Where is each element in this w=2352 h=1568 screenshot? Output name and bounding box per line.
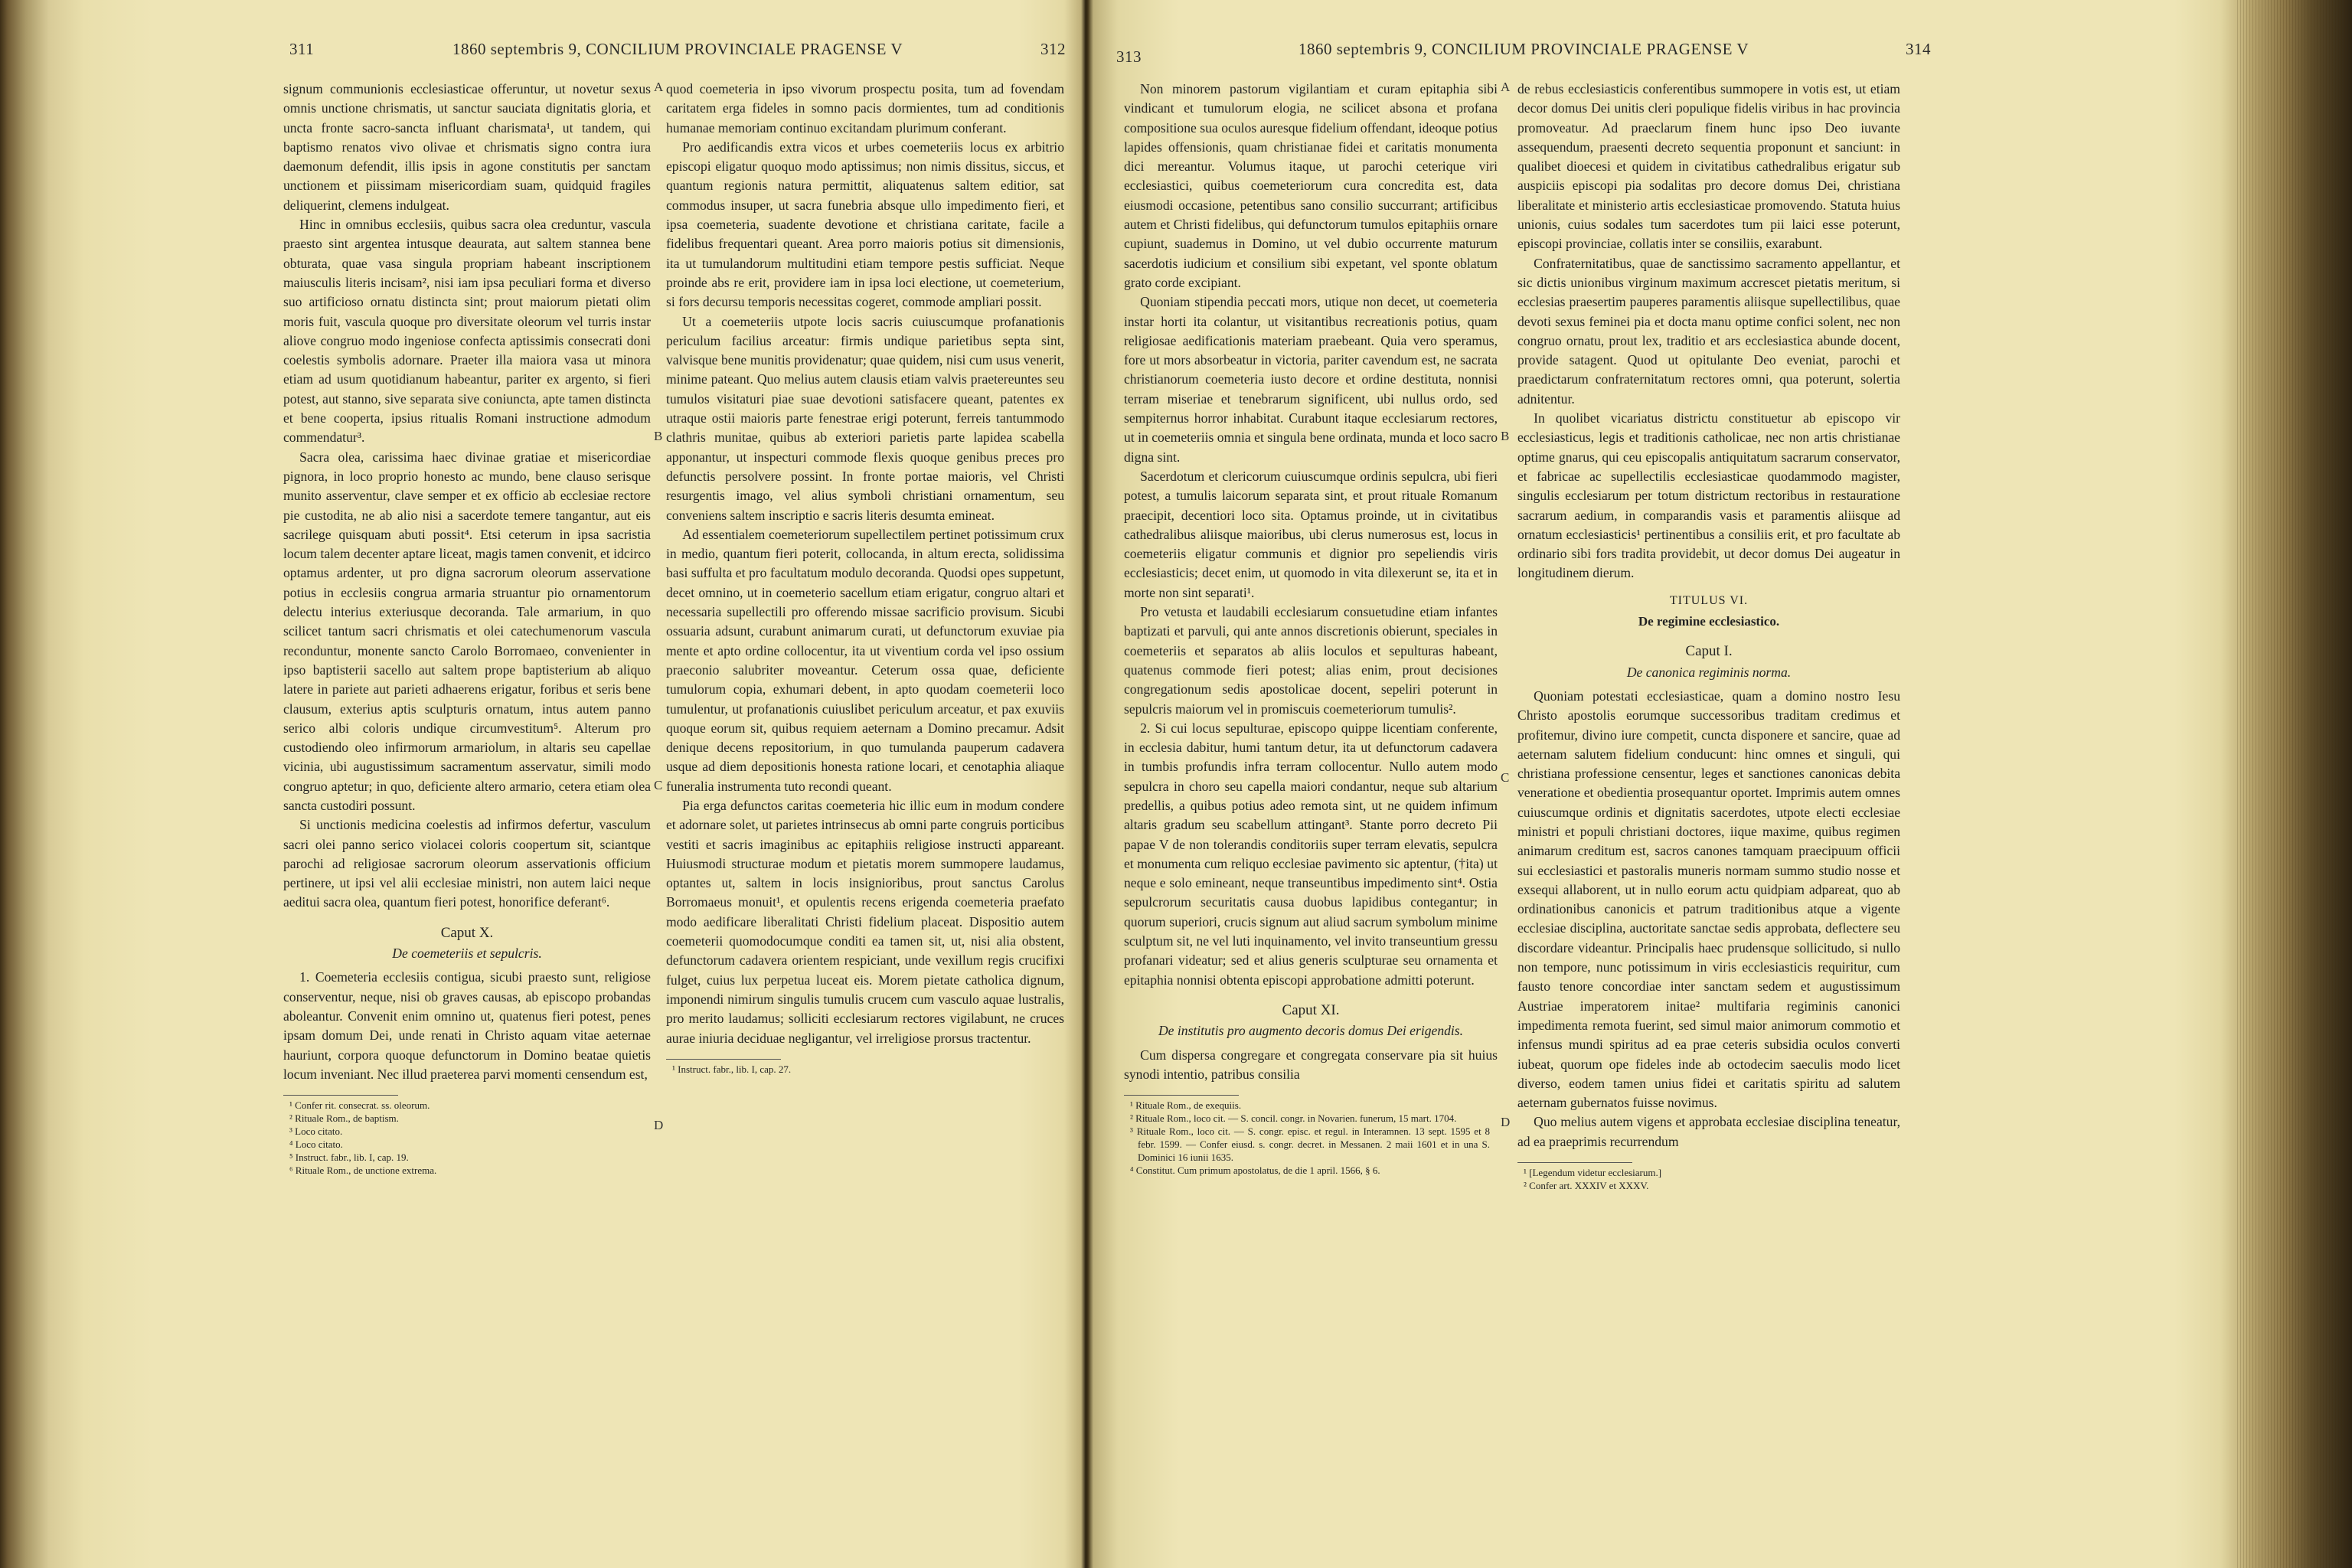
paragraph: Quo melius autem vigens et approbata ecclesiae disciplina teneatur, ad ea praeprimis recurrendum: [1517, 1114, 1900, 1149]
footnote: ⁴ Constitut. Cum primum apostolatus, de die 1 april. 1566, § 6.: [1130, 1165, 1380, 1177]
footnote: ³ Rituale Rom., loco cit. — S. congr. episc. et regul. in Interamnen. 13 sept. 1595 et 8 febr. 1599. — Confer eiusd. s. congr. decret. in Messanen. 2 maii 1601 et in una S. Dominici 16 iunii 1635.: [1130, 1125, 1490, 1164]
paragraph: Pro vetusta et laudabili ecclesiarum consuetudine etiam infantes baptizati et parvuli, qui ante annos discretionis obierunt, speciales in coemeteriis et separatos ab aliis loculos et sepulturas habeant, quatenus commode fieri potest; alias enim, prout decisiones congregationum sedis apostolicae docent, sepeliri poterunt in sepulcris maiorum vel in promiscuis coemeteriorum tumulis².: [1124, 604, 1498, 717]
footnotes: [283, 1095, 437, 1177]
header-title: 1860 septembris 9, CONCILIUM PROVINCIALE PRAGENSE V: [1298, 40, 1749, 58]
paragraph: 2. Si cui locus sepulturae, episcopo quippe licentiam conferente, in ecclesia dabitur, humi tantum detur, ita ut defunctorum cadavera in tumbis profundis infra terram collocentur. Nullo autem modo sepulcra in choro seu capella maiori condantur, neque sub altarium predellis, a quibus potius adeo remota sint, ut ne quidem infimum altaris gradum seu scabellum attingant³. Stante porro decreto Pii papae V de non tolerandis conditoriis super terram elevatis, sepulcra et monumenta cum reliquo ecclesiae pavimento sic aptentur, (†ita) ut neque e solo emineant, neque transeuntibus impedimento sint⁴. Ostia sepulcrorum securitatis causa duobus lapidibus contegantur; in quorum superiori, crucis signum aut aliud sacrum symbolum minime sculptum sit, ne vel luti inquinamento, vel invito transeuntium gressu profanari videatur; sed et alius generis sculpturae seu ornamenta et epitaphia nonnisi obtenta episcopi approbatione admitti poterunt.: [1124, 720, 1498, 988]
chapter-subtitle: De canonica regiminis norma.: [1626, 664, 1792, 680]
footnote: ¹ Confer rit. consecrat. ss. oleorum.: [289, 1099, 430, 1112]
footnote: ⁴ Loco citato.: [289, 1138, 343, 1151]
page-number: 313: [1116, 47, 1142, 66]
margin-letter: B: [654, 429, 663, 443]
footnotes: [1124, 1095, 1490, 1177]
margin-letter: D: [654, 1118, 664, 1132]
paragraph: Confraternitatibus, quae de sanctissimo sacramento appellantur, et sic dictis unionibus virginum maximum accrescet pietatis meritum, si ecclesias praesertim pauperes paramentis aliisque supellectilibus, quae devoti sexus feminei pia et docta manu optime confici solent, nec non congruo ornatu, prout lex, traditio et ars ecclesiastica abunde docent, provide satagent. Quod ut opitulante Deo eveniat, parochi et praedictarum confraternitatum rectores omni, qua poterunt, solertia adnitentur.: [1517, 255, 1900, 407]
page-number: 314: [1906, 40, 1931, 58]
margin-letter: B: [1501, 429, 1510, 443]
margin-letter: A: [1501, 80, 1511, 94]
footnote: ⁶ Rituale Rom., de unctione extrema.: [289, 1165, 437, 1177]
paragraph: de rebus ecclesiasticis conferentibus summopere in votis est, ut etiam decor domus Dei unitis cleri populique fidelis viribus in hac provincia promoveatur. Ad praeclarum finem hunc ipso Deo iuvante assequendum, praesenti decreto sequentia proponunt et sanciunt: in qualibet dioecesi et quidem in civitatibus cathedralibus erigatur sub auspiciis episcopi pia sodalitas pro decore domus Dei, christiana liberalitate et ministerio artis ecclesiasticae promovendo. Statuta huius unionis, cuius sodales tum sacerdotes tum pii laici esse poterunt, episcopi provinciae, collatis inter se consiliis, exarabunt.: [1517, 81, 1900, 252]
paragraph: Sacra olea, carissima haec divinae gratiae et misericordiae pignora, in loco proprio honesto ac mundo, bene clauso serisque munito asserventur, clave semper et ex officio ab ecclesiae rectore pie custodita, ne ab alio nisi a sacerdote temere tangantur, aut eis sacrilege quisquam abuti possit⁴. Etsi ceterum in ipsa sacristia locum talem decenter aptare liceat, magis tamen convenit, et idcirco optamus ardenter, ut pro digna sacrorum oleorum asservatione potius in ecclesiis congrua armaria struantur pio ornamentorum delectu interius exteriusque decoranda. Tale armarium, in quo scilicet tantum sacri chrismatis et olei catechumenorum vascula reconduntur, monente sancto Carolo Borromaeo, convenienter in ipso baptisterii sacello aut saltem prope baptisterium ab aliquo latere in pariete aut parieti adhaerens erigatur, foribus et seris bene clausum, exterius aptis sculpturis ornatum, intus autem panno serico albi coloris undique circumvestitum⁵. Alterum pro custodiendo oleo infirmorum armariolum, in altaris seu capellae vicinia, ubi augustissimum sacramentum asservatur, simili modo congruo aptetur; in quo, deficiente altero armario, cetera etiam olea sancta custodiri possunt.: [283, 449, 651, 813]
page-edges: [2237, 0, 2352, 1568]
footnotes: [666, 1059, 792, 1076]
paragraph: 1. Coemeteria ecclesiis contigua, sicubi praesto sunt, religiose conserventur, neque, nisi ob graves causas, ab episcopo probandas aboleantur. Convenit enim omnino ut, quatenus fieri potest, penes ipsam domum Dei, unde renati in Christo aquam vitae aeternae hauriunt, corpora quoque defunctorum in Domino beatae quietis locum inveniant. Nec illud praeterea parvi momenti censendum est,: [283, 969, 651, 1082]
paragraph: quod coemeteria in ipso vivorum prospectu posita, tum ad fovendam caritatem erga fideles in somno pacis dormientes, tum ad conditionis humanae memoriam continuo excitandam plurimum conferant.: [666, 81, 1064, 136]
paragraph: Pro aedificandis extra vicos et urbes coemeteriis locus ex arbitrio episcopi eligatur quoquo modo aptissimus; non nimis dissitus, siccus, et quantum regionis natura permittit, aliquatenus saltem editior, sat commodus insuper, ut sacra funebria absque ullo impedimento fieri, et ipsa coemeteria, suadente devotione et christiana caritate, facile a fidelibus frequentari queant. Area porro maioris potius sit dimensionis, ita ut tumulandorum multitudini etiam tempore pestis sufficiat. Neque proinde abs re erit, providere iam in ipsa loci electione, ut coemeterium, si fors decursu temporis necessitas cogeret, commode ampliari possit.: [666, 139, 1064, 310]
footnote: ⁵ Instruct. fabr., lib. I, cap. 19.: [289, 1152, 409, 1164]
chapter-subtitle: De coemeteriis et sepulcris.: [392, 946, 542, 962]
left-page: [283, 0, 1072, 1568]
footnote: ² Rituale Rom., loco cit. — S. concil. congr. in Novarien. funerum, 15 mart. 1704.: [1130, 1112, 1457, 1125]
header-title: 1860 septembris 9, CONCILIUM PROVINCIALE PRAGENSE V: [452, 40, 903, 58]
footnote: ¹ [Legendum videtur ecclesiarum.]: [1524, 1167, 1662, 1179]
margin-letter: C: [654, 778, 663, 792]
paragraph: Ad essentialem coemeteriorum supellectilem pertinet potissimum crux in medio, quantum fieri poterit, collocanda, in altum erecta, solidissima basi suffulta et pro facultatum modulo decoranda. Quodsi opes suppetunt, decet omnino, ut in coemeterio sacellum etiam erigatur, congruo altari et necessaria supellectili pro offerendo missae sacrificio provisum. Sicubi ossuaria adsunt, curabunt animarum curati, ut defunctorum exuviae pia mente et apto ordine collocentur, ita ut viventium corda vel ipso ossium praeconio salubriter moveantur. Ceterum ossa quae, deficiente tumulorum copia, exhumari debent, in apto quodam coemeterii loco tumulentur, ut profanationis cuiuslibet periculum arceatur, et pax exuviis quoque eorum sit, quibus requiem aeternam a Domino precamur. Adsit denique decens repositorium, in quo tumulanda pauperum cadavera usque ad diem depositionis honesta ratione locari, et cenotaphia aliaque funeralia instrumenta tuto recondi queant.: [666, 526, 1064, 794]
page-number: 311: [289, 40, 315, 58]
footnotes: [1517, 1162, 1662, 1192]
paragraph: Hinc in omnibus ecclesiis, quibus sacra olea creduntur, vascula praesto sint argentea intusque deaurata, aut saltem stannea bene obturata, quae vasa singula propriam habeant inscriptionem maiusculis literis incisam², nisi iam ipsa peculiari forma et diverso suo artificioso ornatu distincta sint; prout maiorum pietati olim moris fuit, vascula quoque pro diversitate oleorum vel turris instar aliove congruo modo ingeniose confecta aptissimis consecrati doni coelestis symbolis adornare. Praeter illa maiora vasa ut minora etiam ad usum quotidianum habeantur, pariter ex argento, si fieri potest, aut stanno, sive separata sive coniuncta, apte tamen distincta et bene cooperta, ipsius ritualis Romani instructione admodum commendatur³.: [283, 217, 651, 446]
title-subtitle: De regimine ecclesiastico.: [1638, 614, 1780, 629]
margin-letter: A: [654, 80, 664, 94]
chapter-heading: Caput I.: [1685, 643, 1733, 660]
text-column-right: [1517, 80, 1900, 1192]
paragraph: Ut a coemeteriis utpote locis sacris cuiuscumque profanationis periculum facilius arceatur: firmis undique parietibus septa sint, valvisque bene munitis providenatur; quae quidem, nisi cum usus venerit, minime pateant. Quo melius autem clausis etiam valvis praetereuntes seu tumulos visitaturi piae suae devotioni satisfacere queant, patentes ex utraque ostii maioris parte fenestrae erigi poterunt, ferreis tantummodo clathris munitae, quibus ab exteriori parietis parte lapidea scabella apponantur, ut inspecturi commode flexis quoque genibus preces pro defunctis persolvere possint. In fronte portae maioris, vel Christi resurgentis imago, vel alius symboli christiani ornamentum, seu conveniens saltem inscriptio e sacris literis desumta emineat.: [666, 313, 1064, 523]
running-header: [283, 40, 1072, 63]
paragraph: Pia erga defunctos caritas coemeteria hic illic eum in modum condere et adornare solet, ut parietes intrinsecus ab omni parte congruis porticibus vestiti et sacris imaginibus ac epitaphiis religiose instructi appareant. Huiusmodi structurae modum et pietatis morem summopere laudamus, optantes ut, saltem in locis insignioribus, prout sanctus Carolus Borromaeus monuit¹, et opulentis recens erigenda coemeteria praefato modo aedificare liberalitati Christi fidelium placeat. Dispositio autem coemeterii quomodocumque conditi ea tamen sit, ut, nisi alia obstent, defunctorum cadavera orientem respiciant, unde vexillum regis crucifixi fulget, cuius lux perpetua luceat eis. Morem pietate catholica dignum, imponendi nimirum singulis tumulis crucem cum vasculo aquae lustralis, pro merito laudamus; solliciti ecclesiarum rectores vigilabunt, ne cruces aurae iniuria deciduae negligantur, vel irreligiose prorsus tractentur.: [666, 797, 1064, 1046]
running-header: [1110, 40, 1937, 66]
paragraph: Cum dispersa congregare et congregata conservare pia sit huius synodi intentio, patribus consilia: [1124, 1047, 1498, 1082]
text-column-right: [666, 80, 1064, 1076]
footnote: ³ Loco citato.: [289, 1125, 343, 1138]
margin-letter: D: [1501, 1115, 1511, 1129]
margin-letter: C: [1501, 770, 1510, 785]
paragraph: Quoniam stipendia peccati mors, utique non decet, ut coemeteria instar horti ita colantur, ut visitantibus recreationis potius, quam religiosae aedificationis materiam praebeant. Quia vero speramus, fore ut mors absorbeatur in victoria, pariter cavendum est, ne sacrata christianorum coemeteria iusto decore et ordine destituta, nonnisi terram miseriae et tenebrarum significent, ubi nullus ordo, sed sempiternus horror inhabitat. Curabunt itaque ecclesiarum rectores, ut in coemeteriis omnia et singula bene ordinata, munda et loco sacro digna sint.: [1124, 294, 1498, 465]
paragraph: Quoniam potestati ecclesiasticae, quam a domino nostro Iesu Christo apostolis eorumque successoribus traditam credimus et profitemur, divino iure competit, cuncta disponere et sancire, quae ad aeternam salutem fidelium conducunt: hinc omnes et singuli, qui christiana professione censentur, leges et sanctiones canonicas debita veneratione et obedientia prosequantur oportet. Imprimis autem omnes cuiuscumque ordinis et dignitatis sacerdotes, utpote electi ecclesiae ministri et populi christiani doctores, iique maxime, quibus regimen animarum creditum est, sacros canones tamquam praecipuum officii sui ecclesiastici et pastoralis muneris normam summo studio nosse et exsequi allaborent, ut in nullo eorum actu quidpiam adpareat, quo ab ordinationibus canonicis et patrum traditionibus atque a vigente ecclesiae disciplina, auctoritate sanctae sedis approbata, deflectere seu discordare videantur. Principalis haec prudensque sollicitudo, si nullo non tempore, nunc potissimum in viris ecclesiasticis requiritur, cum fausto tenore concordiae inter sanctam sedem et augustissimum Austriae imperatorem initae² multifaria regiminis canonici impedimenta remota fuerint, sed simul maior animorum commotio et infensus mundi spiritus ad ea prae ceteris subsidia oculos converti iubeat, quorum ope fideles inde ab octodecim saeculis modo licet diverso, eodem tamen unius fidei et caritatis spiritu ad salutem aeternam gubernatos fuisse novimus.: [1517, 688, 1900, 1111]
title-heading: TITULUS VI.: [1669, 593, 1749, 607]
footnote: ¹ Rituale Rom., de exequiis.: [1130, 1099, 1242, 1112]
chapter-heading: Caput X.: [440, 924, 494, 941]
paragraph: Sacerdotum et clericorum cuiuscumque ordinis sepulcra, ubi fieri potest, a tumulis laicorum separata sint, et prout rituale Romanum praecipit, decentiori loco sita. Optamus proinde, ut in civitatibus cathedralibus aliisque maioribus, ubi clerus numerosus est, locus in coemeteriis eligatur communis et dignior pro sepeliendis viris ecclesiasticis; decet enim, ut quomodo in vita dilexerunt se, ita et in morte non sint separati¹.: [1124, 468, 1498, 600]
paragraph: signum communionis ecclesiasticae offeruntur, ut novetur sexus omnis unctione chrismatis, ut sanctur sauciata dignitatis gloria, et uncta fronte sacro-sancta influant charismata¹, ut tandem, qui baptismo renatos vivo olivae et chrismatis signo contra iura daemonum defendit, illis ipsis in agone constitutis per sanctam unctionem et piissimam misericordiam suam, quidquid fragiles deliquerint, clemens indulgeat.: [283, 81, 651, 213]
footnote: ² Rituale Rom., de baptism.: [289, 1112, 399, 1125]
footnote: ² Confer art. XXXIV et XXXV.: [1524, 1180, 1649, 1192]
paragraph: Si unctionis medicina coelestis ad infirmos defertur, vasculum sacri olei panno serico violacei coloris coopertum sit, sciantque parochi ad religiosae sacrorum oleorum asservationis officium pertinere, ut ipsi vel alii ecclesiae ministri, non autem laici neque aeditui sacra olea, quantum fieri potest, honorifice deferant⁶.: [283, 817, 651, 910]
paragraph: Non minorem pastorum vigilantiam et curam epitaphia sibi vindicant et tumulorum elogia, ne scilicet absona et profana compositione sua oculos auresque fidelium offendant, ideoque potius lapides offensionis, quam christianae fidei et caritatis monumenta dici mereantur. Volumus itaque, ut parochi ceterique viri ecclesiastici, quibus coemeteriorum cura concredita est, data eiusmodi occasione, petentibus sano consilio succurrant; artificibus autem et Christi fidelibus, qui defunctorum tumulos epitaphiis ornare cupiunt, suademus in Domino, ut vel dubio occurrente maturum sacerdotis iudicium et consilium sibi expetant, vel sponte oblatum grato corde excipiant.: [1124, 81, 1498, 290]
footnote: ¹ Instruct. fabr., lib. I, cap. 27.: [672, 1063, 792, 1075]
chapter-heading: Caput XI.: [1282, 1001, 1340, 1018]
text-column-left: [1124, 80, 1498, 1177]
page-number: 312: [1040, 40, 1066, 58]
right-page: [1110, 0, 1937, 1568]
paragraph: In quolibet vicariatus districtu constituetur ab episcopo vir ecclesiasticus, legis et traditionis catholicae, nec non artis christianae optime gnarus, qui ceu episcopalis antiquitatum sacrarum conservator, et fabricae ac supellectilis ecclesiasticae quodammodo magister, singulis ecclesiarum per totum districtum rectoribus in restauratione sacrarum aedium, in comparandis vasis et paramentis aliisque ad ornatum ecclesiasticis¹ pertinentibus a consiliis erit, et pro facultate ab ordinario sibi fors tradita providebit, ut decor domus Dei augeatur in longitudinem dierum.: [1517, 410, 1900, 581]
text-column-left: [283, 80, 651, 1177]
chapter-subtitle: De institutis pro augmento decoris domus Dei erigendis.: [1158, 1023, 1464, 1039]
